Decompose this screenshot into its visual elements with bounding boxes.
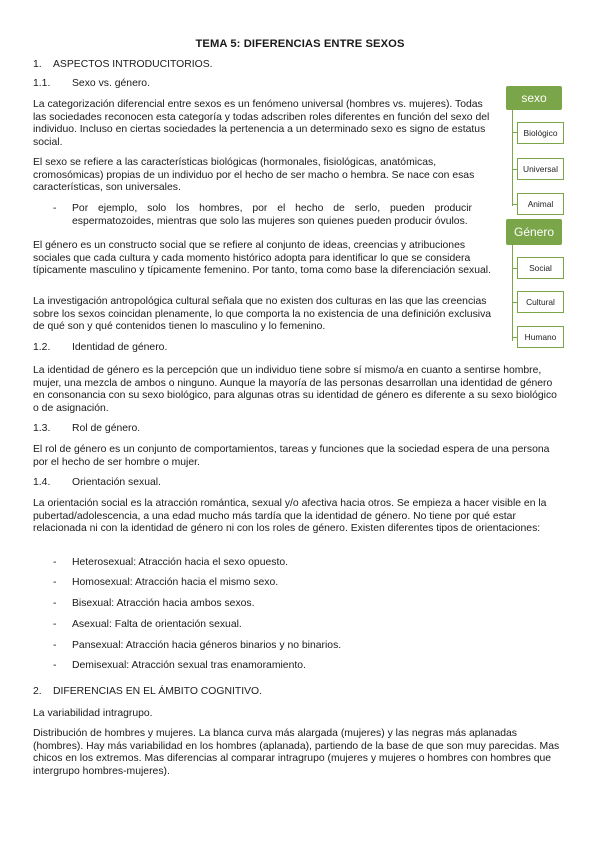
bullet-example: Por ejemplo, solo los hombres, por el hecho de serlo, pueden producir espermatozoides, mientras que solo las mujeres son quienes pueden producir óvulos. (72, 203, 472, 227)
list-item-heterosexual: Heterosexual: Atracción hacia el sexo opuesto. (72, 557, 289, 568)
section-1-1-number: 1.1. (33, 78, 51, 89)
section-1-2-number: 1.2. (33, 342, 51, 353)
list-dash: - (53, 598, 57, 609)
paragraph-sex-categorization: La categorización diferencial entre sexos es un fenómeno universal (hombres vs. mujeres). Todas las sociedades reconocen esta categoría y todas adscriben roles diferentes en función del sexo del individuo. Incluso en ciertas sociedades la pertenencia a un determinado sexo es signo de estatus social. (33, 99, 490, 148)
paragraph-anthropology: La investigación antropológica cultural señala que no existen dos culturas en las que las creencias sobre los sexos coincidan plenamente, lo que comporta la no existencia de una definición exclusiva de qué son y qué contenidos tienen lo masculino y lo femenino. (33, 296, 492, 333)
diagram-item-social: Social (517, 257, 564, 279)
list-item-demisexual: Demisexual: Atracción sexual tras enamoramiento. (72, 660, 306, 671)
section-1-4-heading: Orientación sexual. (72, 477, 161, 488)
section-2-number: 2. (33, 686, 42, 697)
section-1-3-heading: Rol de género. (72, 423, 141, 434)
bullet-dash: - (53, 203, 57, 214)
paragraph-gender-definition: El género es un constructo social que se refiere al conjunto de ideas, creencias y atribuciones sociales que cada cultura y cada momento histórico adopta para identificar lo que se considera típicamente masculino y típicamente femenino. Por tanto, toma como base la diferenciación sexual. (33, 240, 492, 277)
list-dash: - (53, 557, 57, 568)
diagram-item-cultural: Cultural (517, 291, 564, 313)
paragraph-sexual-orientation: La orientación social es la atracción romántica, sexual y/o afectiva hacia otros. Se empieza a hacer visible en la pubertad/adolescencia, a una edad mucho más tardía que la identidad de género. No tiene por qué estar relacionada ni con la identidad de género ni con los roles de género. Existen diferentes tipos de orientaciones: (33, 498, 547, 535)
diagram-connector (512, 245, 513, 341)
paragraph-distribution: Distribución de hombres y mujeres. La blanca curva más alargada (mujeres) y las negras más aplanadas (hombres). Hay más variabilidad en los hombres (aplanada), partiendo de la base de que son muy parecidas. Mas chicos en los extremos. Mas diferencias al comparar intragrupo (mujeres y mujeres o hombres con hombres que intergrupo hombres-mujeres). (33, 728, 560, 777)
list-dash: - (53, 619, 57, 630)
list-item-homosexual: Homosexual: Atracción hacia el mismo sexo. (72, 577, 279, 588)
list-dash: - (53, 660, 57, 671)
paragraph-intragroup-variability: La variabilidad intragrupo. (33, 708, 153, 719)
diagram-header-sexo: sexo (506, 86, 562, 110)
diagram-connector (512, 110, 513, 206)
diagram-item-universal: Universal (517, 158, 564, 180)
section-1-3-number: 1.3. (33, 423, 51, 434)
section-1-2-heading: Identidad de género. (72, 342, 168, 353)
diagram-header-genero: Género (506, 219, 562, 245)
diagram-item-animal: Animal (517, 193, 564, 215)
section-1-4-number: 1.4. (33, 477, 51, 488)
section-1-1-heading: Sexo vs. género. (72, 78, 150, 89)
document-title: TEMA 5: DIFERENCIAS ENTRE SEXOS (195, 38, 405, 50)
paragraph-gender-identity: La identidad de género es la percepción que un individuo tiene sobre sí mismo/a en cuanto a sentirse hombre, mujer, una mezcla de ambos o ninguno. Aunque la mayoría de las personas desarrollan una identidad de género en consonancia con su sexo biológico, para algunas otras su identidad de género es diferente a su sexo biológico o de asignación. (33, 365, 557, 414)
list-dash: - (53, 577, 57, 588)
paragraph-sex-definition: El sexo se refiere a las características biológicas (hormonales, fisiológicas, anatómicas, cromosómicas) propias de un individuo por el hecho de ser macho o hembra. Se nace con esas características, son universales. (33, 157, 475, 194)
paragraph-gender-role: El rol de género es un conjunto de comportamientos, tareas y funciones que la sociedad espera de una persona por el hecho de ser hombre o mujer. (33, 444, 550, 468)
diagram-item-humano: Humano (517, 326, 564, 348)
list-item-asexual: Asexual: Falta de orientación sexual. (72, 619, 242, 630)
section-2-heading: DIFERENCIAS EN EL ÁMBITO COGNITIVO. (53, 686, 262, 697)
list-dash: - (53, 640, 57, 651)
list-item-bisexual: Bisexual: Atracción hacia ambos sexos. (72, 598, 255, 609)
section-1-heading: ASPECTOS INTRODUCITORIOS. (53, 59, 213, 70)
section-1-number: 1. (33, 59, 42, 70)
list-item-pansexual: Pansexual: Atracción hacia géneros binarios y no binarios. (72, 640, 342, 651)
diagram-item-biologico: Biológico (517, 122, 564, 144)
sex-gender-diagram (506, 86, 564, 350)
